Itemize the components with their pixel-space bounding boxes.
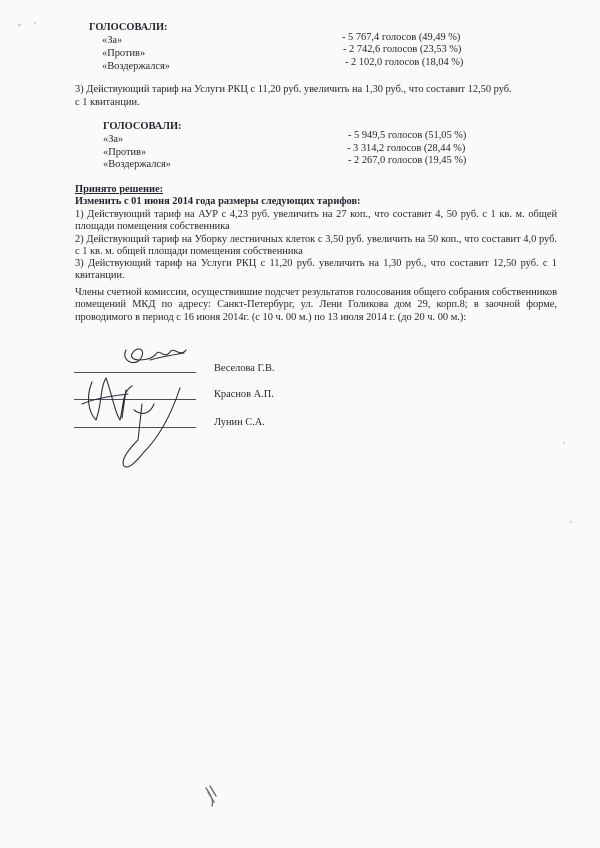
decision-title: Принято решение: [75, 184, 164, 195]
vote-label-abstain-2: «Воздержался» [103, 159, 171, 170]
signature-krasnov [82, 378, 132, 420]
signature-lunin [123, 388, 180, 467]
vote-label-for-2: «За» [103, 134, 124, 145]
vote-value-for-1: - 5 767,4 голосов (49,49 %) [342, 32, 461, 43]
vote-heading-1: ГОЛОСОВАЛИ: [89, 22, 168, 33]
vote-label-against-1: «Против» [102, 48, 146, 59]
vote-label-for-1: «За» [102, 35, 123, 46]
vote-value-against-2: - 3 314,2 голосов (28,44 %) [347, 143, 466, 154]
vote-heading-2: ГОЛОСОВАЛИ: [103, 121, 182, 132]
decision-item-3: 3) Действующий тариф на Услуги РКЦ с 11,20 руб. увеличить на 1,30 руб., что составит 12,50 руб. с 1 квитанции. [75, 258, 557, 282]
signature-veselova [125, 349, 186, 363]
vote-label-against-2: «Против» [103, 147, 147, 158]
vote-value-for-2: - 5 949,5 голосов (51,05 %) [348, 130, 467, 141]
decision-item-2: 2) Действующий тариф на Уборку лестничных клеток с 3,50 руб. увеличить на 50 коп., что составит 4,0 руб. с 1 кв. м. общей площади помещения собственника [75, 234, 557, 258]
decision-item-1: 1) Действующий тариф на АУР с 4,23 руб. увеличить на 27 коп., что составит 4, 50 руб. с 1 кв. м. общей площади помещения собственника [75, 209, 557, 233]
ink-smudge [206, 786, 216, 806]
vote-value-against-1: - 2 742,6 голосов (23,53 %) [343, 44, 462, 55]
commission-statement: Члены счетной комиссии, осуществившие подсчет результатов голосования общего собрания собственников помещений МКД по адресу: Санкт-Петербург, ул. Лени Голикова дом 29, корп.8; в заочной форме, проводимого в период с 16 июня 2014г. (с 10 ч. 00 м.) по 13 июля 2014 г. (до 20 ч. 00 м.): [75, 287, 557, 323]
decision-subtitle: Изменить с 01 июня 2014 года размеры следующих тарифов: [75, 196, 361, 207]
vote-value-abstain-2: - 2 267,0 голосов (19,45 %) [348, 155, 467, 166]
item3-line1: 3) Действующий тариф на Услуги РКЦ с 11,20 руб. увеличить на 1,30 руб., что составит 12,50 руб. [75, 84, 512, 95]
vote-label-abstain-1: «Воздержался» [102, 61, 170, 72]
signatory-name-2: Краснов А.П. [214, 389, 274, 400]
signatory-name-1: Веселова Г.В. [214, 363, 275, 374]
vote-value-abstain-1: - 2 102,0 голосов (18,04 %) [345, 57, 464, 68]
item3-line2: с 1 квитанции. [75, 97, 140, 108]
signatory-name-3: Лунин С.А. [214, 417, 265, 428]
